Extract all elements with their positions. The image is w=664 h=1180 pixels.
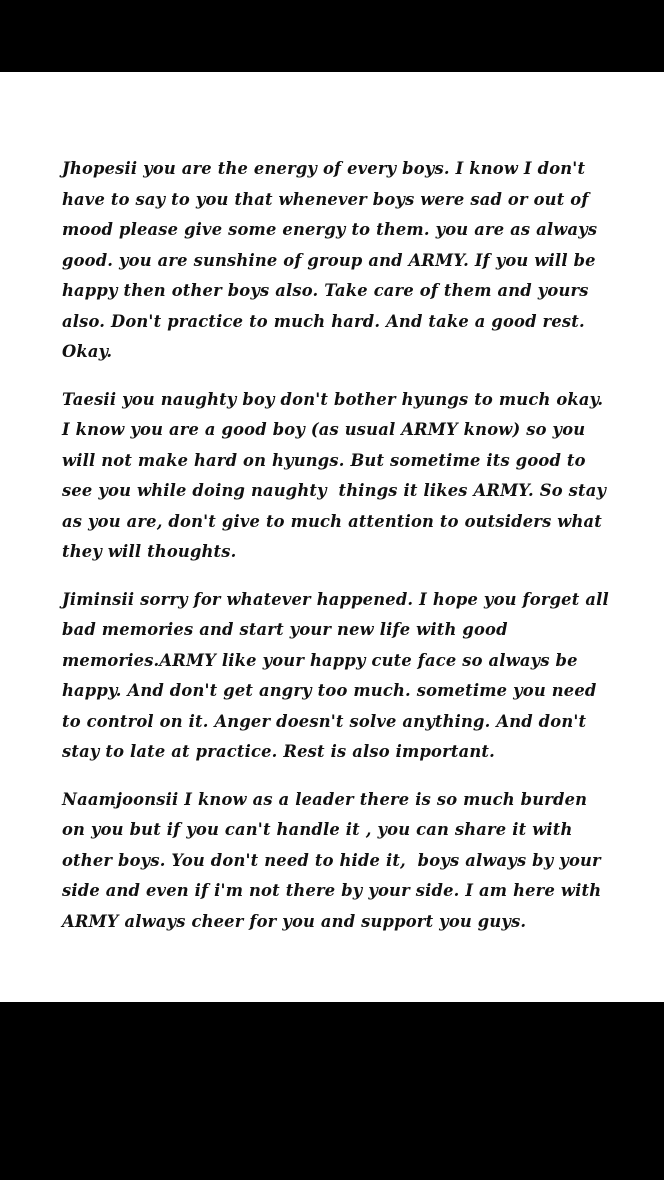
letter-paragraph: Jiminsii sorry for whatever happened. I hope you forget all bad memories and start your new life with good memories.ARMY like your happy cute face so always be happy. And don't get angry too much. sometime you need to control on it. Anger doesn't solve anything. And don't stay to late at practice. Rest is also important. [62,589,615,761]
letter-page [0,72,664,1002]
letter-paragraph: Taesii you naughty boy don't bother hyungs to much okay. I know you are a good boy (as usual ARMY know) so you will not make hard on hyungs. But sometime its good to see you while doing naughty things it likes ARMY. So stay as you are, don't give to much attention to outsiders what they will thoughts. [62,389,613,561]
top-letterbox-bar [0,0,664,72]
letter-paragraph: Naamjoonsii I know as a leader there is so much burden on you but if you can't handle it , you can share it with other boys. You don't need to hide it, boys always by your side and even if i'm not there by your side. I am here with ARMY always cheer for you and support you guys. [62,789,608,931]
letter-text-body [62,154,615,937]
letter-paragraph: Jhopesii you are the energy of every boys. I know I don't have to say to you that whenever boys were sad or out of mood please give some energy to them. you are as always good. you are sunshine of group and ARMY. If you will be happy then other boys also. Take care of them and yours also. Don't practice to much hard. And take a good rest. Okay. [62,159,604,361]
bottom-letterbox-bar [0,1002,664,1180]
